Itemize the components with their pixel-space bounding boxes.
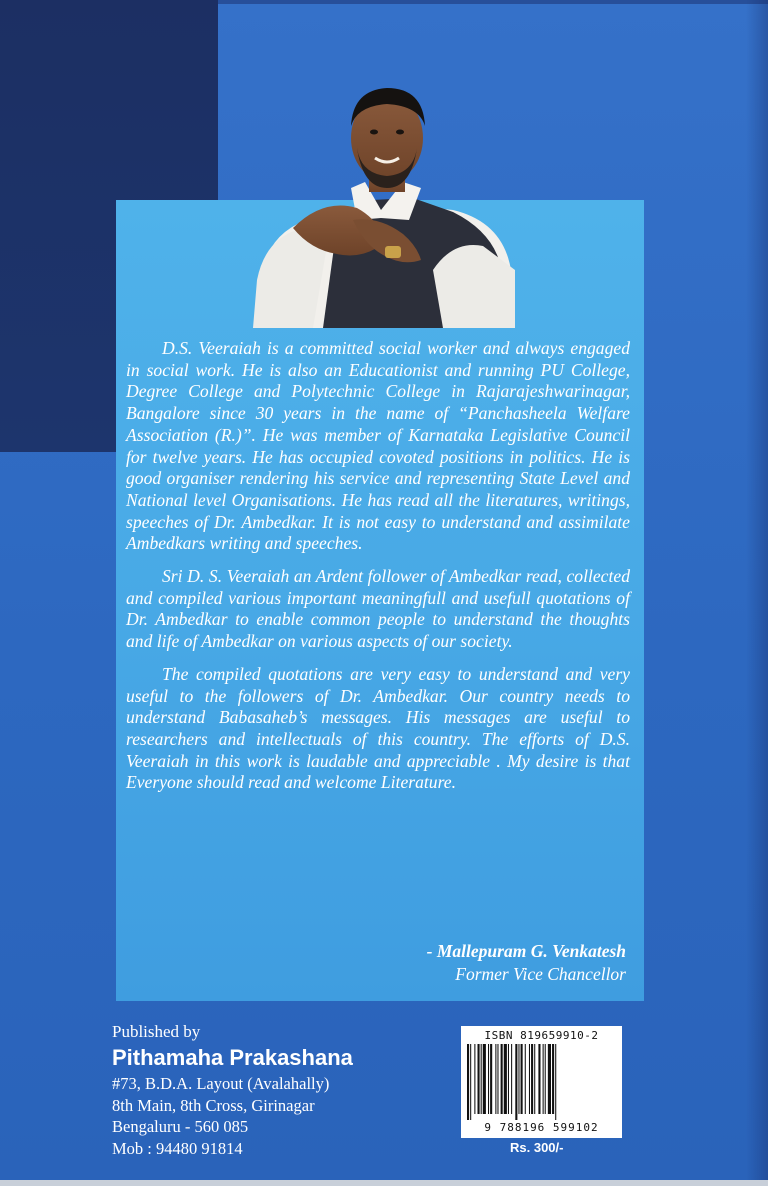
published-by-label: Published by bbox=[112, 1022, 201, 1041]
address-line: Mob : 94480 91814 bbox=[112, 1138, 243, 1158]
signature-title: Former Vice Chancellor bbox=[455, 964, 626, 984]
author-photo bbox=[253, 70, 515, 328]
address-line: #73, B.D.A. Layout (Avalahally) bbox=[112, 1074, 330, 1093]
price: Rs. 300/- bbox=[510, 1140, 564, 1155]
top-edge bbox=[218, 0, 768, 4]
barcode-bars bbox=[467, 1044, 616, 1120]
spine-shadow bbox=[746, 0, 768, 1186]
ean-digits: 9 788196 599102 bbox=[484, 1121, 599, 1134]
barcode bbox=[461, 1026, 622, 1138]
publisher-name: Pithamaha Prakashana bbox=[112, 1045, 353, 1070]
about-paragraph-3: The compiled quotations are very easy to understand and very useful to the followers of Dr. Ambedkar. Our country needs to understand Babasaheb’s messages. His messages are useful to researchers and intellectuals of this country. The efforts of D.S. Veeraiah in this work is laudable and appreciable . My desire is that Everyone should read and welcome Literature. bbox=[126, 663, 630, 793]
signature-name: - Mallepuram G. Venkatesh bbox=[426, 941, 626, 961]
about-text bbox=[126, 338, 630, 805]
address-line: 8th Main, 8th Cross, Girinagar bbox=[112, 1095, 315, 1115]
about-paragraph-2: Sri D. S. Veeraiah an Ardent follower of Ambedkar read, collected and compiled various important meaningfull and usefull quotations of Dr. Ambedkar to enable common people to understand the thoughts and life of Ambedkar on various aspects of our society. bbox=[126, 566, 630, 652]
publisher-info bbox=[112, 1021, 353, 1159]
address-line: Bengaluru - 560 085 bbox=[112, 1117, 249, 1136]
isbn-label: ISBN 819659910-2 bbox=[484, 1029, 599, 1042]
about-paragraph-1: D.S. Veeraiah is a committed social worker and always engaged in social work. He is also an Educationist and running PU College, Degree College and Polytechnic College in Rajarajeshwarinagar, Bangalore since 30 years in the name of “Panchasheela Welfare Association (R.)”. He was member of Karnataka Legislative Council for twelve years. He has occupied covoted positions in politics. He is good organiser rendering his service and representing State Level and National level Organisations. He has read all the literatures, writings, speeches of Dr. Ambedkar. It is not easy to understand and assimilate Ambedkars writing and speeches. bbox=[126, 338, 630, 554]
signature bbox=[300, 940, 626, 986]
bottom-edge bbox=[0, 1180, 768, 1186]
